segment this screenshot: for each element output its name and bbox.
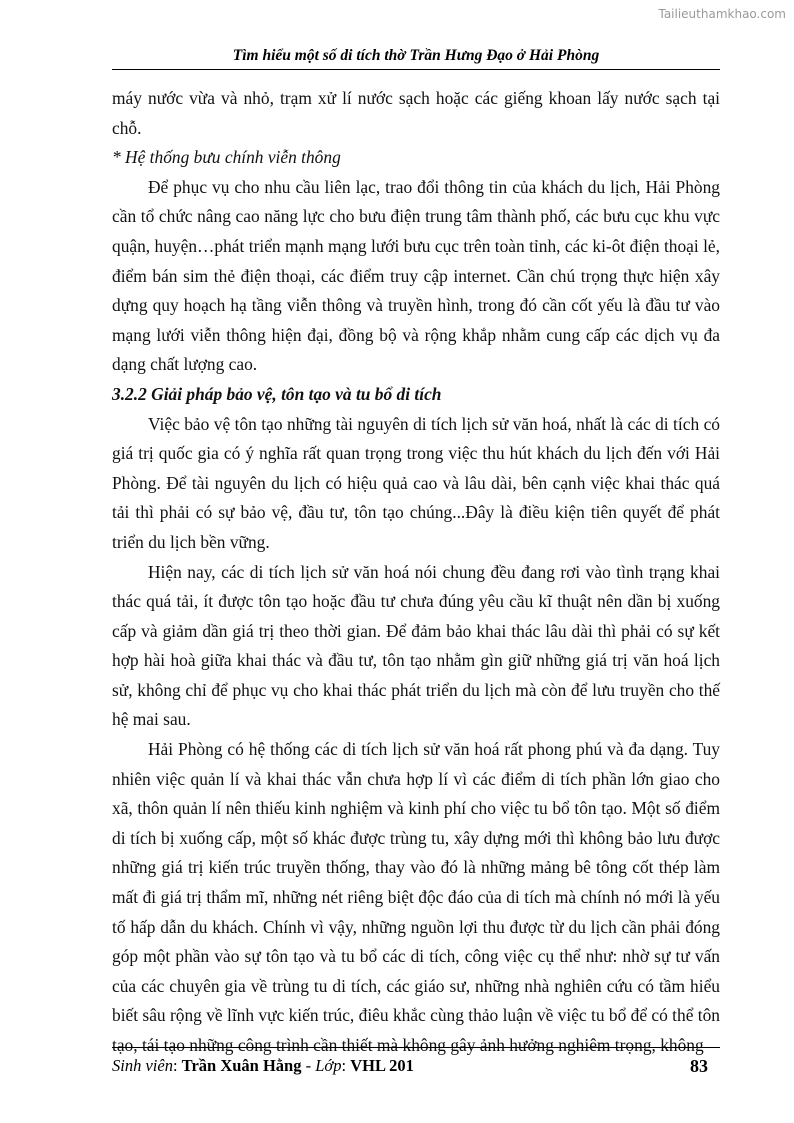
class-value: VHL 201 (350, 1056, 414, 1075)
class-label: Lớp (315, 1056, 342, 1075)
page-header-title: Tìm hiểu một số di tích thờ Trần Hưng Đạo ở Hải Phòng (232, 47, 600, 64)
student-name: Trần Xuân Hằng (181, 1056, 302, 1075)
watermark: Tailieuthamkhao.com (658, 7, 786, 21)
section-heading-3-2-2: 3.2.2 Giải pháp bảo vệ, tôn tạo và tu bổ di tích (112, 383, 442, 404)
student-label: Sinh viên (112, 1056, 173, 1075)
paragraph-telecom: Để phục vụ cho nhu cầu liên lạc, trao đổi thông tin của khách du lịch, Hải Phòng cần tổ chức nâng cao năng lực cho bưu điện trung tâm thành phố, các bưu cục khu vực quận, huyện…phát triển mạnh mạng lưới bưu cục trên toàn tỉnh, các ki-ôt điện thoại lẻ, điểm bán sim thẻ điện thoại, các điểm truy cập internet. Cần chú trọng thực hiện xây dựng quy hoạch hạ tầng viễn thông và truyền hình, trong đó cần cốt yếu là đầu tư vào mạng lưới viễn thông hiện đại, đồng bộ và rộng khắp nhằm cung cấp các dịch vụ đa dạng chất lượng cao. (112, 176, 720, 375)
page-body (112, 84, 720, 1061)
page-number: 83 (690, 1056, 708, 1076)
header-divider (112, 69, 720, 70)
paragraph-continuation: máy nước vừa và nhỏ, trạm xử lí nước sạch hoặc các giếng khoan lấy nước sạch tại chỗ. (112, 88, 720, 138)
footer-student-info: Sinh viên: Trần Xuân Hằng - Lớp: VHL 201 (112, 1056, 414, 1075)
subheading-postal-telecom: * Hệ thống bưu chính viễn thông (112, 147, 341, 168)
page-footer (112, 1056, 708, 1077)
paragraph-hai-phong-relics: Hải Phòng có hệ thống các di tích lịch sử văn hoá rất phong phú và đa dạng. Tuy nhiên việc quản lí và khai thác vẫn chưa hợp lí vì các điểm di tích phần lớn giao cho xã, thôn quản lí nên thiếu kinh nghiệm và kinh phí cho việc tu bổ tôn tạo. Một số điểm di tích bị xuống cấp, một số khác được trùng tu, xây dựng mới thì không bảo lưu được những giá trị kiến trúc truyền thống, thay vào đó là những mảng bê tông cốt thép làm mất đi giá trị thẩm mĩ, những nét riêng biệt độc đáo của di tích mà chính nó mới là yếu tố hấp dẫn du khách. Chính vì vậy, những nguồn lợi thu được từ du lịch cần phải đóng góp một phần vào sự tôn tạo và tu bổ các di tích, công việc cụ thể như: nhờ sự tư vấn của các chuyên gia về trùng tu di tích, các giáo sư, những nhà nghiên cứu có tầm hiểu biết sâu rộng về lĩnh vực kiến trúc, điêu khắc cùng thảo luận về việc tu bổ để có thể tôn tạo, tái tạo những công trình cần thiết mà không gây ảnh hưởng nghiêm trọng, không (112, 739, 720, 1055)
footer-divider (112, 1047, 720, 1048)
paragraph-protection: Việc bảo vệ tôn tạo những tài nguyên di tích lịch sử văn hoá, nhất là các di tích có giá trị quốc gia có ý nghĩa rất quan trọng trong việc thu hút khách du lịch đến với Hải Phòng. Để tài nguyên du lịch có hiệu quả cao và lâu dài, bên cạnh việc khai thác quá tải thì phải có sự bảo vệ, đầu tư, tôn tạo chúng...Đây là điều kiện tiên quyết để phát triển du lịch bền vững. (112, 413, 720, 552)
paragraph-current-state: Hiện nay, các di tích lịch sử văn hoá nói chung đều đang rơi vào tình trạng khai thác quá tải, ít được tôn tạo hoặc đầu tư chưa đúng yêu cầu kĩ thuật nên dần bị xuống cấp và giảm dần giá trị theo thời gian. Để đảm bảo khai thác lâu dài thì phải có sự kết hợp hài hoà giữa khai thác và đầu tư, tôn tạo nhằm gìn giữ những giá trị văn hoá lịch sử, không chỉ để phục vụ cho khai thác phát triển du lịch mà còn để lưu truyền cho thế hệ mai sau. (112, 561, 720, 730)
